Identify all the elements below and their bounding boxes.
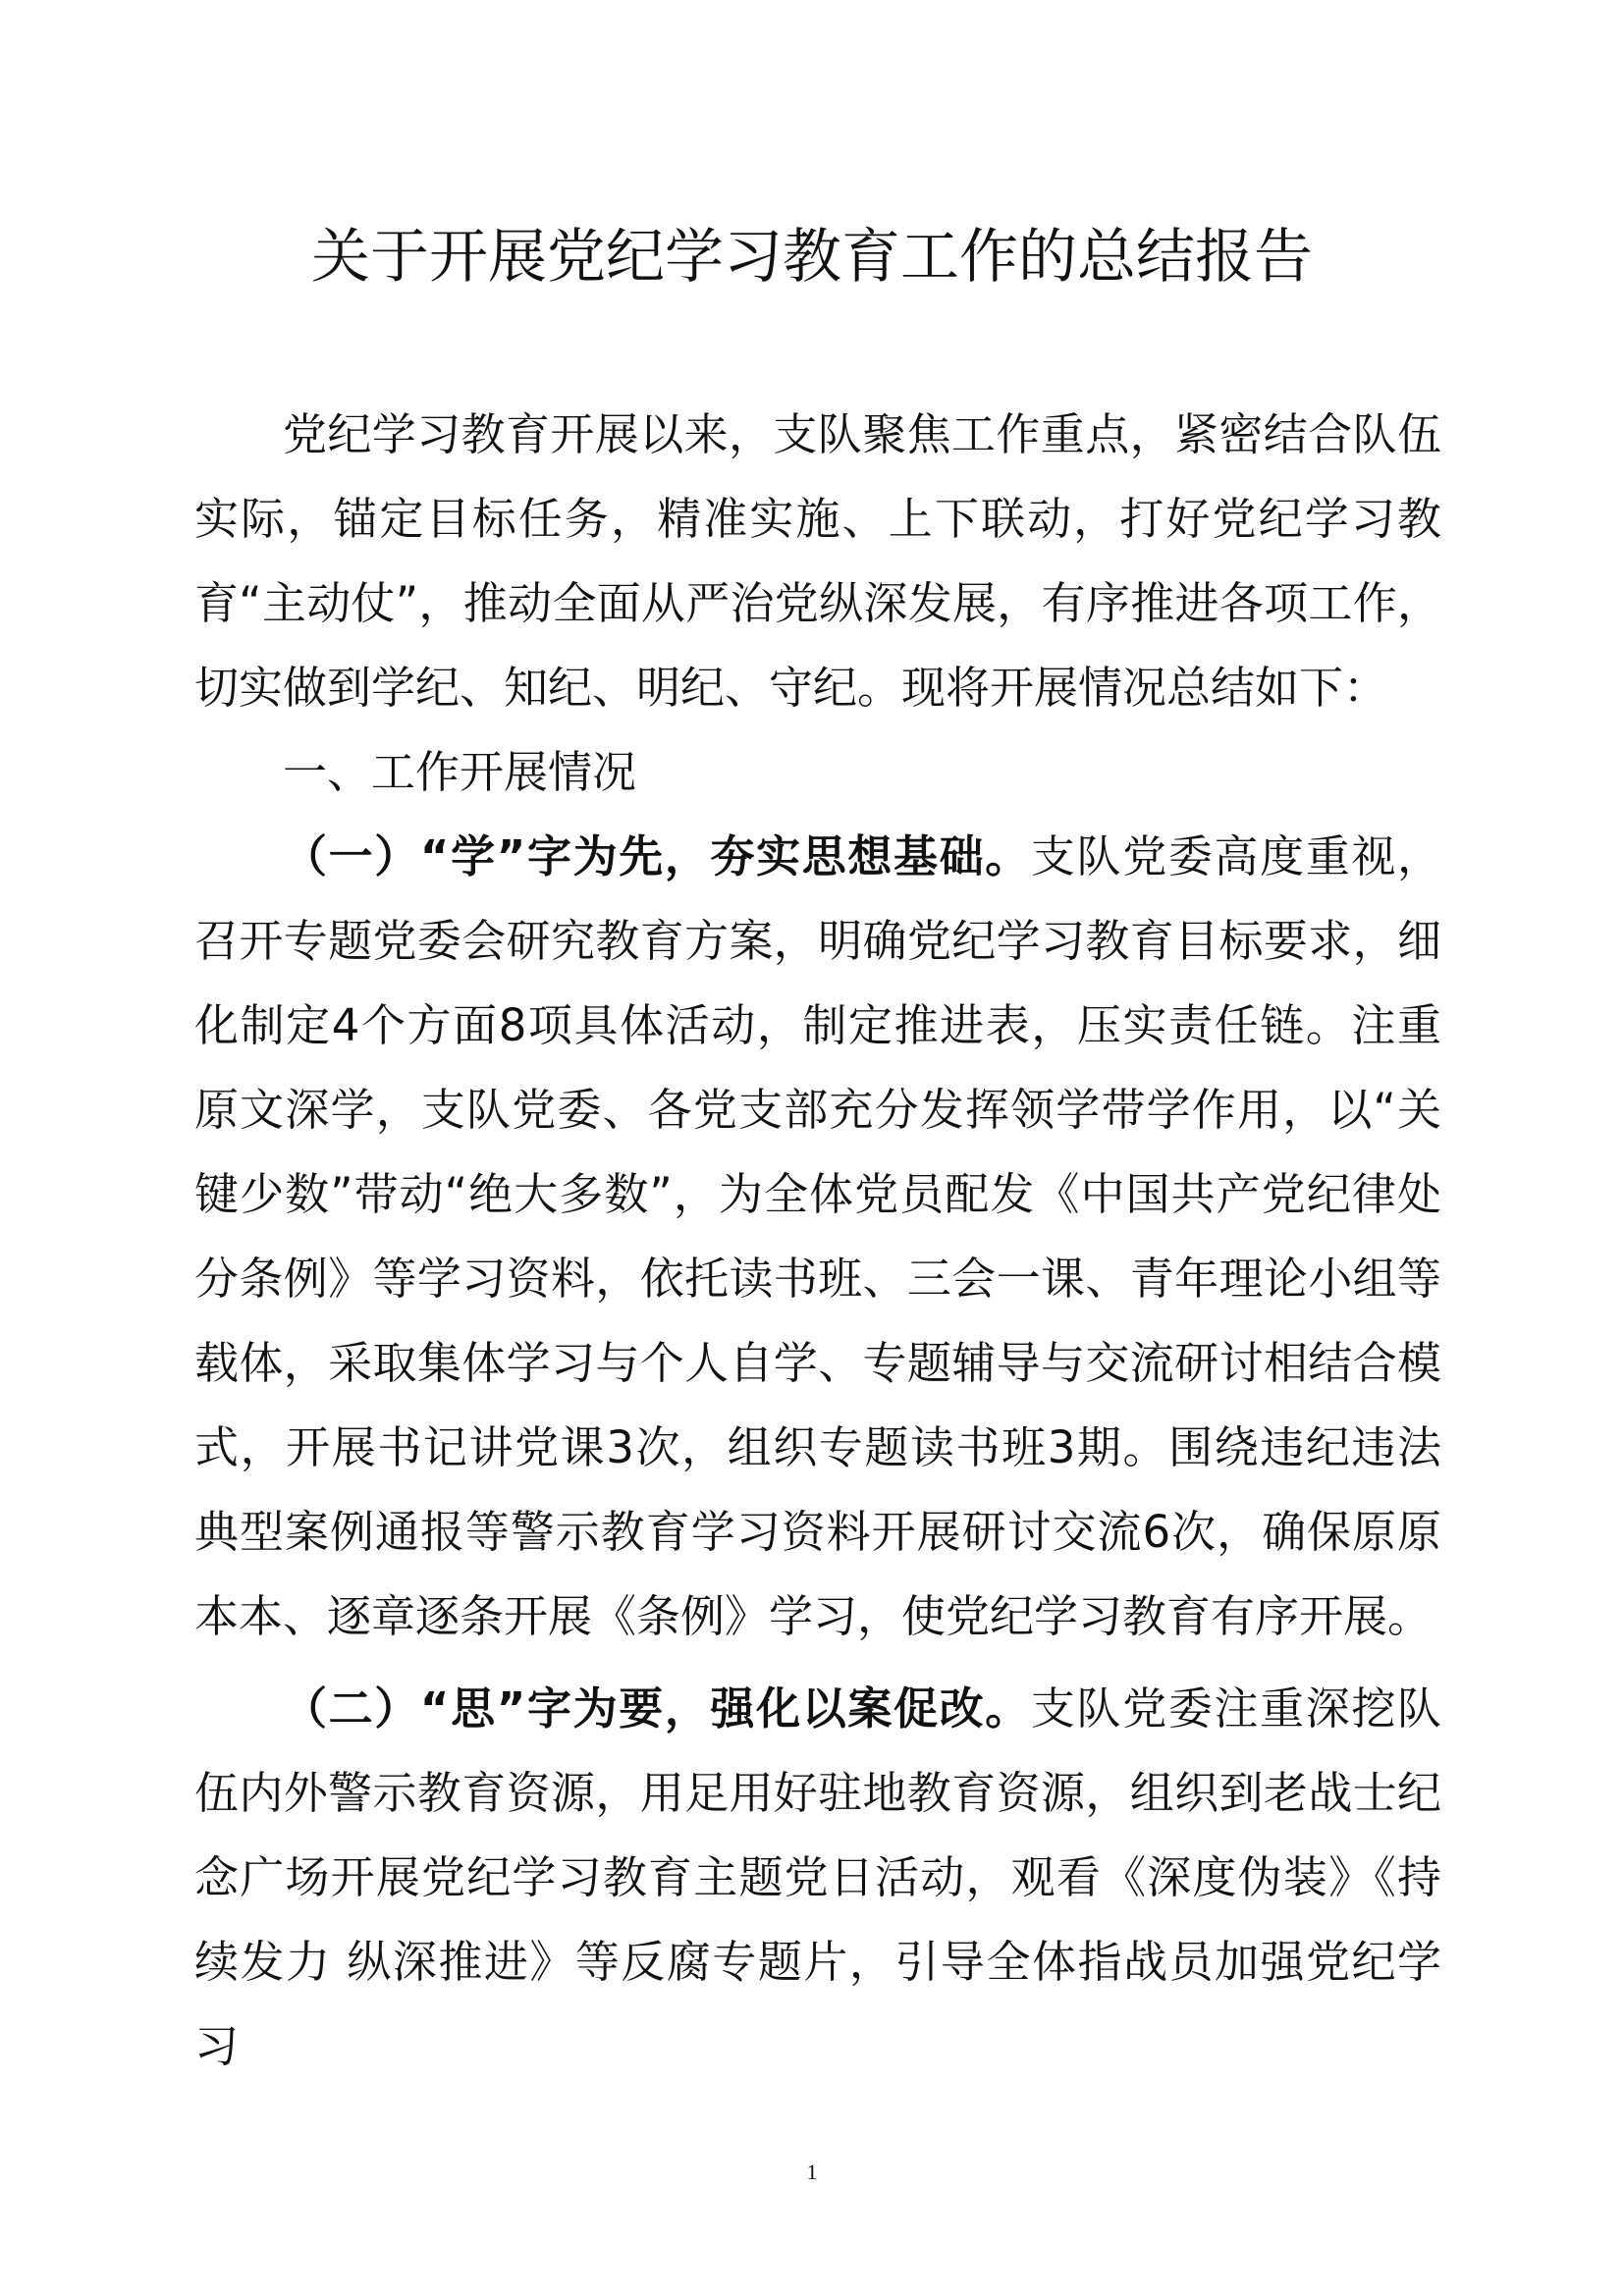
item-lead-2: （二）“思”字为要，强化以案促改。 (283, 1682, 1031, 1735)
document-title: 关于开展党纪学习教育工作的总结报告 (311, 223, 1313, 292)
section-heading: 一、工作开展情况 (283, 746, 637, 798)
item-paragraph-2 (194, 1667, 1441, 2089)
item-text-1: 支队党委高度重视，召开专题党委会研究教育方案，明确党纪学习教育目标要求，细化制定4个方面8项具体活动，制定推进表，压实责任链。注重原文深学，支队党委、各党支部充分发挥领学带学作用，以“关键少数”带动“绝大多数”，为全体党员配发《中国共产党纪律处分条例》等学习资料，依托读书班、三会一课、青年理论小组等载体，采取集体学习与个人自学、专题辅导与交流研讨相结合模式，开展书记讲党课3次，组织专题读书班3期。围绕违纪违法典型案例通报等警示教育学习资料开展研讨交流6次，确保原原本本、逐章逐条开展《条例》学习，使党纪学习教育有序开展。 (194, 830, 1441, 1642)
document-body (194, 393, 1441, 2089)
item-text-2: 支队党委注重深挖队伍内外警示教育资源，用足用好驻地教育资源，组织到老战士纪念广场开展党纪学习教育主题党日活动，观看《深度伪装》《持续发力 纵深推进》等反腐专题片，引导全体指战员加强党纪学习 (194, 1682, 1441, 2072)
intro-paragraph: 党纪学习教育开展以来，支队聚焦工作重点，紧密结合队伍实际，锚定目标任务，精准实施、上下联动，打好党纪学习教育“主动仗”，推动全面从严治党纵深发展，有序推进各项工作，切实做到学纪、知纪、明纪、守纪。现将开展情况总结如下： (194, 408, 1441, 714)
page-number: 1 (806, 2160, 818, 2184)
item-lead-1: （一）“学”字为先，夯实思想基础。 (283, 830, 1031, 882)
item-paragraph-1 (194, 815, 1441, 1659)
